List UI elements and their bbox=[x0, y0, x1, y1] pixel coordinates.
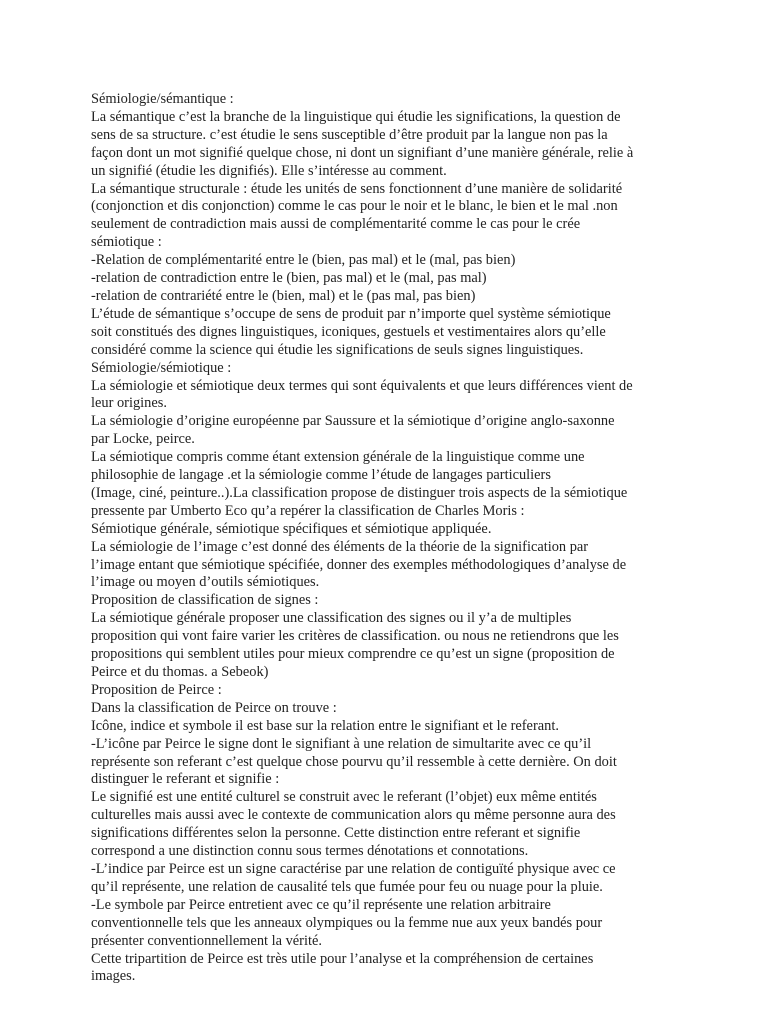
text-line: L’étude de sémantique s’occupe de sens de produit par n’importe quel système sémiotique bbox=[91, 305, 611, 322]
text-line: culturelles mais aussi avec le contexte de communication alors qu même personne aura des bbox=[91, 807, 616, 824]
text-line: La sémiotique générale proposer une classification des signes ou il y’a de multiples bbox=[91, 610, 572, 627]
text-line: correspond a une distinction connu sous termes dénotations et connotations. bbox=[91, 843, 529, 860]
heading-proposition-peirce: Proposition de Peirce : bbox=[91, 681, 222, 698]
heading-classification-signes: Proposition de classification de signes : bbox=[91, 592, 319, 609]
text-line: présenter conventionnellement la vérité. bbox=[91, 932, 322, 949]
text-line: conventionnelle tels que les anneaux olympiques ou la femme nue aux yeux bandés pour bbox=[91, 914, 603, 931]
text-line: La sémiologie d’origine européenne par Saussure et la sémiotique d’origine anglo-saxonne bbox=[91, 413, 615, 430]
text-line: images. bbox=[91, 968, 136, 985]
text-line: Le signifié est une entité culturel se construit avec le referant (l’objet) eux même entités bbox=[91, 789, 597, 806]
heading-semiologie-semantique: Sémiologie/sémantique : bbox=[91, 91, 234, 107]
text-line: seulement de contradiction mais aussi de complémentarité comme le cas pour le crée bbox=[91, 216, 581, 233]
text-line: Icône, indice et symbole il est base sur la relation entre le signifiant et le referant. bbox=[91, 717, 559, 734]
text-line: sens de sa structure. c’est étudie le sens susceptible d’être produit par la langue non pas la bbox=[91, 126, 608, 143]
text-line: philosophie de langage .et la sémiologie comme l’étude de langages particuliers bbox=[91, 467, 551, 484]
text-line: La sémiologie de l’image c’est donné des éléments de la théorie de la signification par bbox=[91, 538, 589, 555]
text-line: (Image, ciné, peinture..).La classification propose de distinguer trois aspects de la sémiotique bbox=[91, 484, 628, 501]
text-line: Peirce et du thomas. a Sebeok) bbox=[91, 664, 269, 680]
list-item: -L’indice par Peirce est un signe caractérise par une relation de contiguïté physique avec ce bbox=[91, 860, 616, 877]
text-line: soit constitués des dignes linguistiques, iconiques, gestuels et vestimentaires alors qu’elle bbox=[91, 323, 606, 340]
text-line: (conjonction et dis conjonction) comme le cas pour le noir et le blanc, le bien et le mal .non bbox=[91, 198, 618, 215]
heading-semiologie-semiotique: Sémiologie/sémiotique : bbox=[91, 359, 232, 376]
text-line: Cette tripartition de Peirce est très utile pour l’analyse et la compréhension de certaines bbox=[91, 950, 594, 967]
text-line: leur origines. bbox=[91, 395, 167, 412]
text-line: La sémantique structurale : étude les unités de sens fonctionnent d’une manière de solidarité bbox=[91, 180, 623, 197]
text-line: Sémiotique générale, sémiotique spécifiques et sémiotique appliquée. bbox=[91, 520, 492, 537]
text-line: un signifié (étudie les dignifiés). Elle s’intéresse au comment. bbox=[91, 162, 447, 179]
list-item: -L’icône par Peirce le signe dont le signifiant à une relation de simultarite avec ce qu’il bbox=[91, 735, 592, 752]
list-item: -Le symbole par Peirce entretient avec ce qu’il représente une relation arbitraire bbox=[91, 896, 551, 913]
list-item: -relation de contrariété entre le (bien, mal) et le (pas mal, pas bien) bbox=[91, 287, 476, 304]
text-line: l’image entant que sémiotique spécifiée, donner des exemples méthodologiques d’analyse de bbox=[91, 556, 627, 573]
text-line: La sémiotique compris comme étant extension générale de la linguistique comme une bbox=[91, 449, 585, 466]
text-line: pressente par Umberto Eco qu’a repérer la classification de Charles Moris : bbox=[91, 502, 525, 519]
text-line: significations différentes selon la personne. Cette distinction entre referant et signifie bbox=[91, 825, 581, 842]
text-line: Dans la classification de Peirce on trouve : bbox=[91, 699, 337, 716]
list-item: -Relation de complémentarité entre le (bien, pas mal) et le (mal, pas bien) bbox=[91, 252, 516, 269]
document-page bbox=[91, 91, 681, 986]
text-line: distinguer le referant et signifie : bbox=[91, 771, 280, 788]
text-line: l’image ou moyen d’outils sémiotiques. bbox=[91, 574, 320, 591]
list-item: -relation de contradiction entre le (bien, pas mal) et le (mal, pas mal) bbox=[91, 270, 487, 287]
text-line: considéré comme la science qui étudie les significations de seuls signes linguistiques. bbox=[91, 341, 584, 358]
text-line: par Locke, peirce. bbox=[91, 431, 195, 448]
text-line: façon dont un mot signifié quelque chose, ni dont un signifiant d’une manière générale, relie à bbox=[91, 144, 634, 161]
text-line: La sémantique c’est la branche de la linguistique qui étudie les significations, la question de bbox=[91, 108, 621, 125]
text-line: sémiotique : bbox=[91, 234, 162, 251]
text-line: propositions qui semblent utiles pour mieux comprendre ce qu’est un signe (proposition de bbox=[91, 646, 615, 663]
text-line: représente son referant c’est quelque chose pourvu qu’il ressemble à cette dernière. On doit bbox=[91, 753, 617, 770]
text-line: qu’il représente, une relation de causalité tels que fumée pour feu ou nuage pour la pluie. bbox=[91, 878, 603, 895]
text-line: proposition qui vont faire varier les critères de classification. ou nous ne retiendrons que les bbox=[91, 628, 619, 645]
text-line: La sémiologie et sémiotique deux termes qui sont équivalents et que leurs différences vient de bbox=[91, 377, 633, 394]
